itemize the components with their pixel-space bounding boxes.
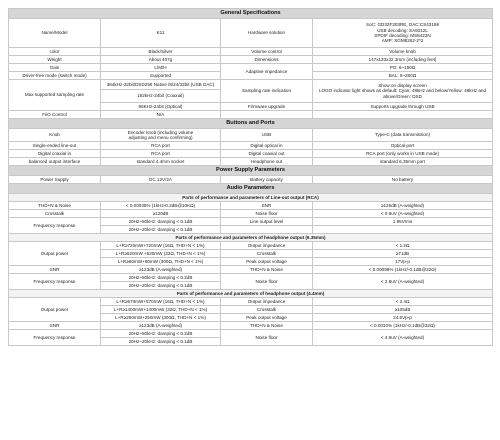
hp635-impedance-label: Output impedance	[221, 242, 313, 250]
adaptive-impedance-po: PO: 6~150Ω	[313, 64, 493, 72]
hp635-power-label: Output power	[9, 242, 101, 266]
usb-value: Type-C (data transmission)	[313, 129, 493, 142]
audio-section-title: Audio Parameters	[9, 184, 493, 194]
max-sampling-usb: 384kHz-32bit/DSD256 Native /8/24/32bit (USB DAC)	[101, 80, 221, 90]
fiio-control-label: FiiO Control	[9, 111, 101, 119]
hp635-snr-value: ≥123dB (A-weighted)	[101, 266, 221, 274]
max-sampling-coaxial: 192kHz-24bit (Coaxial)	[101, 90, 221, 103]
hp635-crosstalk-label: Crosstalk	[221, 250, 313, 258]
rca-freq-label: Frequency response	[9, 218, 101, 234]
color-value: Black/Silver	[101, 48, 221, 56]
hp44-thd-label: THD+N & Noise	[221, 322, 313, 330]
hardware-line: USB decoding: SA9312L	[377, 27, 428, 33]
hp44-noise-label: Noise floor	[221, 330, 313, 346]
rca-crosstalk-label: Crosstalk	[9, 210, 101, 218]
fiio-control-value: N/A	[101, 111, 221, 119]
hp635-thd-label: THD+N & Noise	[221, 266, 313, 274]
buttons-section-title: Buttons and Ports	[9, 119, 493, 129]
knob-label: Knob	[9, 129, 101, 142]
hp44-subsection-title: Parts of performance and parameters of headphone output (4.4mm)	[9, 290, 493, 298]
firmware-label: Firmware upgrade	[221, 103, 313, 111]
driver-free-label: Driver-free mode (switch mode)	[9, 72, 101, 80]
hp44-peak-label: Peak output voltage	[221, 314, 313, 322]
hp635-freq-label: Frequency response	[9, 274, 101, 290]
headphone-out-label: Headphone out	[221, 158, 313, 166]
adaptive-impedance-bal: BAL: 8~300Ω	[313, 72, 493, 80]
model-label: Name/Model	[9, 19, 101, 48]
spec-table	[8, 8, 493, 346]
sampling-indication-label: Sampling rate indication	[221, 80, 313, 103]
volume-control-value: Volume knob	[313, 48, 493, 56]
hp44-peak-value: 24.5Vp-p	[313, 314, 493, 322]
hardware-line: AMP: SGM8262-2*2	[381, 38, 424, 44]
hp635-freq-value: 20Hz~20kHz: damping < 0.1dB	[101, 282, 221, 290]
hp44-impedance-value: < 2.4Ω	[313, 298, 493, 306]
hp635-subsection-title: Parts of performance and parameters of headphone output (6.35mm)	[9, 234, 493, 242]
hp44-power-value: L+R≥1400mW+1400mW (32Ω, THD+N < 1%)	[101, 306, 221, 314]
knob-value	[101, 129, 221, 142]
rca-crosstalk-value: ≥120dB	[101, 210, 221, 218]
color-label: color	[9, 48, 101, 56]
hp635-power-value: L+R≥60mW+60mW (300Ω, THD+N < 1%)	[101, 258, 221, 266]
hp44-freq-value: 20Hz~50kHz: damping < 0.2dB	[101, 330, 221, 338]
hp44-power-label: Output power	[9, 298, 101, 322]
hp635-snr-label: SNR	[9, 266, 101, 274]
rca-thd-label: THD+N & Noise	[9, 202, 101, 210]
battery-value: No battery	[313, 176, 493, 184]
sampling-indication-line: LOGO indicator light shows as default: Cyan: 48kHz and below/Yellow: 48kHz and above/Green: DSD	[318, 88, 487, 99]
general-section-title: General Specifications	[9, 9, 493, 19]
hp44-freq-value: 20Hz~20kHz: damping < 0.1dB	[101, 338, 221, 346]
hardware-line: SoC: GD32F303RE, DAC:CS43198	[365, 22, 440, 28]
hp44-crosstalk-value: ≥105dB	[313, 306, 493, 314]
coaxial-out-label: Digital coaxial out	[221, 150, 313, 158]
model-value: K11	[101, 19, 221, 48]
weight-value: About 407g	[101, 56, 221, 64]
hp44-crosstalk-label: Crosstalk	[221, 306, 313, 314]
volume-control-label: Volume control	[221, 48, 313, 56]
battery-label: Battery capacity	[221, 176, 313, 184]
knob-line: adjusting and menu confirming)	[128, 135, 193, 140]
power-supply-label: Power Supply	[9, 176, 101, 184]
rca-level-label: Line output level	[221, 218, 313, 226]
hp635-noise-label: Noise floor	[221, 274, 313, 290]
rca-level-value: 1.95Vrms	[313, 218, 493, 226]
hp635-noise-value: < 2.8uV (A-weighted)	[313, 274, 493, 290]
hp635-peak-label: Peak output voltage	[221, 258, 313, 266]
hp44-thd-value: < 0.0010% (1kHz/-0.1dB@32Ω)	[313, 322, 493, 330]
hardware-line: SPDIF decoding: MS8422N	[374, 33, 431, 38]
coaxial-in-value: RCA port	[101, 150, 221, 158]
rca-freq-value: 20Hz~50kHz: damping < 0.1dB	[101, 218, 221, 226]
firmware-value: Supports upgrade through USB	[313, 103, 493, 111]
single-ended-label: Single-ended line-out	[9, 142, 101, 150]
hp635-thd-value: < 0.00099% (1kHz/-0.1dB@32Ω)	[313, 266, 493, 274]
coaxial-out-value: RCA port (only works in USB mode)	[313, 150, 493, 158]
dimensions-label: Dimensions	[221, 56, 313, 64]
max-sampling-label: Max supported sampling rate	[9, 80, 101, 111]
rca-snr-value: ≥126dB (A-weighted)	[313, 202, 493, 210]
hp635-freq-value: 20Hz~50kHz: damping < 0.2dB	[101, 274, 221, 282]
weight-label: Weight	[9, 56, 101, 64]
headphone-out-value: standard 6.35mm port	[313, 158, 493, 166]
rca-subsection-title: Parts of performance and parameters of Line-out output (RCA)	[9, 194, 493, 202]
sampling-indication-value	[313, 80, 493, 103]
hp44-noise-value: < 4.9uV (A-weighted)	[313, 330, 493, 346]
gain-label: Gain	[9, 64, 101, 72]
rca-noise-value: < 0.9uV (A-weighted)	[313, 210, 493, 218]
single-ended-value: RCA port	[101, 142, 221, 150]
power-supply-value: DC 12V/2A	[101, 176, 221, 184]
rca-thd-value: < 0.00035% (1kHz-0.3dB@10KΩ)	[101, 202, 221, 210]
rca-snr-label: SNR	[221, 202, 313, 210]
adaptive-impedance-label: Adaptive impedance	[221, 64, 313, 80]
hardware-label: Hardware solution	[221, 19, 313, 48]
hp635-power-value: L+R≥520mW +520mW (32Ω, THD+N < 1%)	[101, 250, 221, 258]
gain-value: L/M/H	[101, 64, 221, 72]
optical-in-label: Digital optical in	[221, 142, 313, 150]
driver-free-value: Supported	[101, 72, 221, 80]
balanced-output-value: standard 4.4mm socket	[101, 158, 221, 166]
usb-label: USB	[221, 129, 313, 142]
hp635-peak-value: 17Vp-p	[313, 258, 493, 266]
power-section-title: Power Supply Parameters	[9, 166, 493, 176]
hp44-power-value: L+R≥250mW+250mW (300Ω, THD+N < 1%)	[101, 314, 221, 322]
coaxial-in-label: Digital coaxial in	[9, 150, 101, 158]
rca-freq-value: 20Hz~20kHz: damping < 0.1dB	[101, 226, 221, 234]
max-sampling-optical: 96KHz-24bit (Optical)	[101, 103, 221, 111]
optical-in-value: Optical port	[313, 142, 493, 150]
hp44-power-value: L+R≥570mW+570mW (16Ω, THD+N < 1%)	[101, 298, 221, 306]
hp44-freq-label: Frequency response	[9, 330, 101, 346]
spec-sheet	[8, 8, 492, 346]
balanced-output-label: balanced output interface	[9, 158, 101, 166]
knob-line: Encoder knob (including volume	[127, 129, 194, 135]
hp44-impedance-label: Output impedance	[221, 298, 313, 306]
hp635-power-value: L+R≥720mW+720mW (16Ω, THD+N < 1%)	[101, 242, 221, 250]
hp635-impedance-value: < 1.2Ω	[313, 242, 493, 250]
dimensions-value: 147x133x32.3mm (including feet)	[313, 56, 493, 64]
rca-noise-label: Noise floor	[221, 210, 313, 218]
hardware-value	[313, 19, 493, 48]
sampling-indication-line: Show on display screen	[378, 83, 427, 89]
hp44-snr-value: ≥123dB (A-weighted)	[101, 322, 221, 330]
hp44-snr-label: SNR	[9, 322, 101, 330]
hp635-crosstalk-value: ≥71dB	[313, 250, 493, 258]
